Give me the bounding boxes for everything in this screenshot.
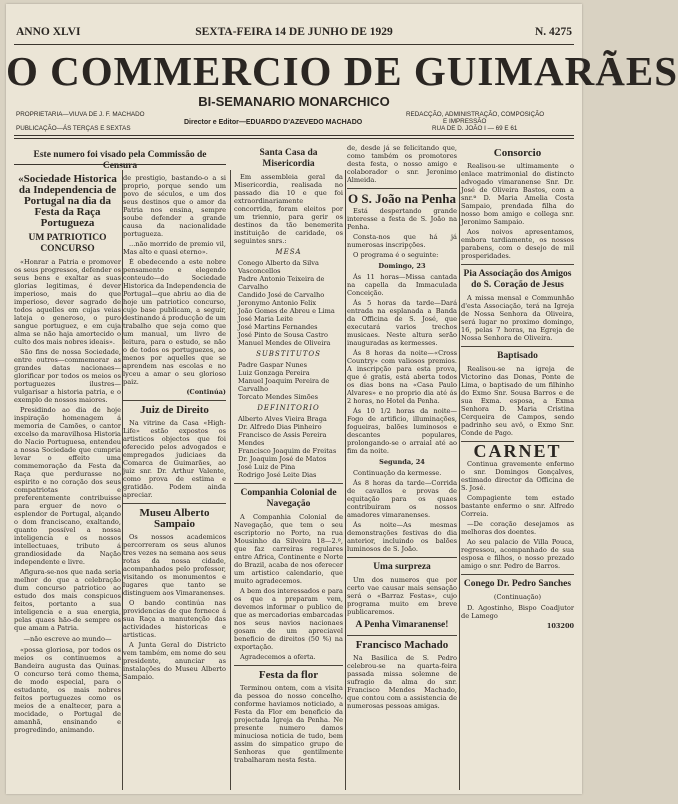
list-item: Luiz Gonzaga Pereira: [238, 369, 310, 377]
paragraph: Um dos numeros que por certo vae causar mais sensação será o «Barraz Festas», cujo programa muito em breve publicaremos.: [347, 576, 457, 616]
paragraph: D. Agostinho, Bispo Coadjutor de Lamego: [461, 604, 574, 620]
section-label: Segunda, 24: [379, 458, 425, 466]
paragraph: É obedecendo a este nobre pensamento e elegendo conteudo—do Sociedade Historica da Independencia de Portugal—que abriu ao dia de hoje um patriotico concurso, cujo base publicam, a seguir, destinando á producção de um trabalho que seja como que um manual, um livro de leitura, para o estudo, se não o de todos os portuguezes, ao menos por aquelles que se aprendem nas escolas e no lyceu a amar o seu glorioso paiz.: [123, 258, 226, 386]
section-label: Domingo, 23: [378, 262, 426, 270]
paragraph: A Junta Geral do Districto vem também, em nome do seu presidente, anunciar as instalações do Museu Alberto Sampaio.: [123, 641, 226, 681]
separator: [234, 665, 343, 666]
article-title: Consorcio: [493, 147, 542, 159]
top-rule: [14, 44, 574, 45]
list-item: José Luiz de Pina: [238, 463, 296, 471]
paragraph: Continua gravemente enfermo o snr. Domingos Gonçalves, estimado director da Officina de S. José.: [461, 460, 574, 492]
section-label: MESA: [275, 248, 302, 256]
article-title: Companhia Colonial de Navegação: [240, 488, 337, 509]
list-item: Jeronymo Antonio Felix: [238, 299, 317, 307]
impressao: E IMPRESSÃO: [443, 118, 487, 125]
paragraph: Afigura-se-nos que nada seria melhor do que a celebração dum concurso patriotico ao estudo dos mais conspicuos feitos, portanto a sua inteligencia e a sua energia, pelas quaes hão-de sempre os que amam a Patria.: [14, 568, 121, 632]
article-title: Santa Casa da Misericordia: [259, 148, 318, 169]
paragraph: de prestigio, bastando-o a si proprio, porque sendo um povo de séculos, e um dos seus destinos que o amor da Patria nos ensina, sempre soube defender a grande causa da nacionalidade portugueza.: [123, 174, 226, 238]
section-label: SUBSTITUTOS: [256, 350, 321, 358]
column-divider: [459, 170, 460, 790]
paragraph: Continuação da kermesse.: [353, 469, 442, 477]
year: ANNO XLVI: [16, 26, 81, 38]
column-2: [123, 174, 226, 790]
issue-number: N. 4275: [534, 26, 572, 38]
article-title: Juiz de Direito: [140, 404, 209, 416]
paragraph: São fins de nossa Sociedade, entre outros—commemorar as grandes datas nacionaes—glorificar por todos os meios os portuguezes ilustres—vulgarisar a historia patria, e o exemplo de nossos maiores.: [14, 348, 121, 404]
list-item: José Martins Fernandes: [238, 323, 318, 331]
article-title: Pia Associação dos Amigos do S. Coração de Jesus: [463, 269, 572, 290]
paragraph: Na vitrine da Casa «High-Life» estão expostos os artisticos objectos que foi oferecido pelos advogados e empregados judiciaes da Comarca de Guimarães, ao juiz snr. Dr. Arthur Valente, como prova de estima e gratidão. Podem ainda apreciar.: [123, 419, 226, 499]
continuation-note: (Continuação): [493, 593, 542, 601]
separator: [347, 188, 457, 189]
separator: [461, 264, 574, 265]
article-title: Baptisado: [497, 351, 538, 361]
separator: [234, 483, 343, 484]
paragraph: Está despertando grande interesse a festa de S. João na Penha.: [347, 207, 457, 231]
list-item: Candido José de Carvalho: [238, 291, 325, 299]
paragraph: Consta-nos que há já numerosas inscripções.: [347, 233, 457, 249]
issue-date: SEXTA-FEIRA 14 DE JUNHO DE 1929: [195, 26, 393, 38]
ornament-line: —não escreve ao mundo—: [23, 635, 112, 643]
continues-note: (Continúa): [186, 388, 226, 396]
list-item: Francisco Joaquim de Freitas: [238, 447, 337, 455]
owner: PROPRIETARIA—VIUVA DE J. F. MACHADO: [16, 111, 145, 118]
list-item: Manuel Joaquim Pereira de Carvalho: [238, 377, 330, 393]
paragraph: Realisou-se ultimamente o enlace matrimonial do distincto advogado vimaranense Snr. Dr. José de Oliveira Bastos, com a snr.ª D. Maria Amelia Costa Sampaio, prendada filha do nosso bom amigo e collega snr. Jeronimo Sampaio.: [461, 162, 574, 226]
paragraph: Compagiente tem estado bastante enfermo o snr. Alfredo Correia.: [461, 494, 574, 518]
list-item: Francisco de Assis Pereira Mendes: [238, 431, 327, 447]
list-item: Alberto Alves Vieira Braga: [238, 415, 327, 423]
top-line: [16, 26, 572, 42]
column-1: [14, 170, 121, 790]
article-title: A Penha Vimaranense!: [355, 620, 449, 630]
list-item: Manuel Mendes de Oliveira: [238, 339, 331, 347]
publication: PUBLICAÇÃO—ÁS TERÇAS E SEXTAS: [16, 125, 131, 132]
list-item: Padre Antonio Teixeira de Carvalho: [238, 275, 325, 291]
paragraph: O programa é o seguinte:: [353, 251, 439, 259]
paragraph: Em assembleia geral da Misericordia, realisada no passado dia 10 e que foi extraordinariamente concorrida, foram eleitos por um triennio, para gerir os destinos da tão benemerita instituição de caridade, os seguintes snrs.:: [234, 173, 343, 245]
column-5: [461, 144, 574, 790]
notice-rule: [14, 164, 226, 165]
director: Director e Editor—EDUARDO D'AZEVEDO MACHADO: [184, 119, 363, 126]
separator: [347, 635, 457, 636]
subtitle: BI-SEMANARIO MONARCHICO: [198, 94, 390, 109]
article-title: O S. João na Penha: [348, 191, 456, 206]
paragraph: Agradecemos a oferta.: [240, 653, 316, 661]
paragraph: Ás 5 horas da tarde—Dará entrada na esplanada a Banda da Officina de S. José, que executará varios trechos musicaes. Neste altura serão inauguradas as kermesses.: [347, 299, 457, 347]
list-item: Dr. Joaquim José de Matos: [238, 455, 327, 463]
list-item: José Maria Leite: [238, 315, 293, 323]
list-item: Dr. Alfredo Dias Pinheiro: [238, 423, 322, 431]
paragraph: Ás 10 1/2 horas da noite—Fogo de artificio, illuminações, fogueiras, balões luminosos e descantes populares, prolongando-se o arraial até ao fim da noite.: [347, 407, 457, 455]
print-code: 103200: [546, 622, 574, 630]
separator: [461, 346, 574, 347]
list-item: João Gomes de Abreu e Lima: [238, 307, 335, 315]
list-item: José Pinto de Sousa Castro: [238, 331, 328, 339]
censorship-notice: Este numero foi visado pela Commissão de Censura: [33, 150, 207, 171]
article-title: Francisco Machado: [355, 639, 449, 651]
paragraph: Realisou-se na igreja de Victorino das Donas, Ponte de Lima, o baptisado de um filhinho do Exmo Snr. Sousa Barros e de sua Exma. esposa, a Exma Senhora D. Maria Cristina Cerqueira de Campos, sendo padrinho seu avô, o Exmo Snr. Conde de Pago.: [461, 365, 574, 437]
newspaper-page: [6, 4, 678, 794]
list-item: Torcato Mendes Simões: [238, 393, 318, 401]
section-label: DEFINITORIO: [257, 404, 320, 412]
paragraph: O bando continúa nas providencias de que fornece á sua Raça a manutenção das actividades historicas e artisticas.: [123, 599, 226, 639]
column-3: [234, 144, 343, 790]
paragraph: Ás 8 horas da tarde—Corrida de cavallos e provas de equitação para os quaes contribuiram os nossos amadores vimaranenses.: [347, 479, 457, 519]
paragraph: A missa mensal e Communhão d'esta Associação, terá na Igreja de Nossa Senhora da Oliveira, será lugar no proximo domingo, 16, pelas 7 horas, na Egreja de Nossa Senhora de Oliveira.: [461, 294, 574, 342]
paragraph: Ao seu palacio de Villa Pouca, regressou, acompanhado de sua esposa e filhos, o nosso prezado amigo o snr. Pedro de Barros.: [461, 538, 574, 570]
article-title: Uma surpreza: [373, 562, 431, 572]
section-title: CARNET: [473, 441, 562, 461]
paragraph: Ás noite—As mesmas demonstrações festivas do dia anterior, incluindo os balões luminosos de S. João.: [347, 521, 457, 553]
paragraph: Terminou ontem, com a visita da pessoa do nosso concelho, conforme haviamos noticiado, a Festa da Flor em beneficio da projectada Igreja da Penha. Ne presente numero damos minuciosa noticia de tudo, bem assim do simpatico grupo de Senhoras que gentilmente trabalharam nesta festa.: [234, 684, 343, 764]
list-item: Padre Gaspar Nunes: [238, 361, 307, 369]
list-item: Rodrigo José Leite Dias: [238, 471, 317, 479]
article-title: Museu Alberto Sampaio: [139, 507, 210, 530]
column-divider: [345, 170, 346, 790]
masthead: O COMMERCIO DE GUIMARÃES: [6, 48, 678, 94]
paragraph: Ás 11 horas—Missa cantada na capella da Immaculada Conceição.: [347, 273, 457, 297]
address: RUA DE D. JOÃO I — 69 E 61: [432, 125, 518, 132]
paragraph: Na Basilica de S. Pedro celebrou-se na quarta-feira passada missa solemne de sufragio da alma do snr. Francisco Mendes Machado, que contou com a assistencia de numerosas pessoas amigas.: [347, 654, 457, 710]
separator: [347, 557, 457, 558]
paragraph: Aos noivos apresentamos, embora tardiamente, os nossos parabens, com o desejo de mil prosperidades.: [461, 228, 574, 260]
list-item: Conego Alberto da Silva Vasconcellos: [238, 259, 319, 275]
header-rule-2: [14, 138, 574, 139]
column-divider: [230, 170, 231, 790]
paragraph: «possa gloriosa, por todos os meios os continuemos a Bandeira augusta das Quinas. O concurso terá como thema, de modo especial, para o estudante, os mais nobres feitos portuguezes como os meios de a enaltecer, para a mocidade, o Portugal de amanhã, ensinando e progredindo, animando.: [14, 646, 121, 734]
paragraph: A bem dos interessados e para os que a preparam vem, devemos informar o publico de que as mercadorias embarcadas nos seus navios nacionaes gosam de um apreciavel beneficio de direitos (50 %) na exportação.: [234, 587, 343, 651]
header-rule: [14, 135, 574, 136]
article-title: «Sociedade Historica da Independencia de Portugal na dia da Festa da Raça Portugueza: [18, 173, 117, 229]
article-title: Conego Dr. Pedro Sanches: [463, 579, 572, 589]
article-title: Festa da flor: [258, 669, 319, 681]
paragraph: de, desde já se felicitando que, como também os promotores desta festa, o nosso amigo e colaborador o snr. Jeronimo Almeida.: [347, 144, 457, 184]
separator: [123, 503, 226, 504]
redaccao: REDACÇÃO, ADMINISTRAÇÃO, COMPOSIÇÃO: [406, 111, 545, 118]
paragraph: Presidindo ao dia de hoje inspiração homenagem á memoria de Camões, o cantor excelso da maravilhosa Historia do Nacio Portuguesa, entendeu a nossa Sociedade que cumpria levar o effeito uma commemoração da Festa da Raça que perdurasse no espirito e no coração dos seus compatriotas e preferentemente contribuisse para erguer de novo o esplendor de Portugal, alçando o dom franciscano, exaltando, quanto possível a nossa inteligencia e os nossos intellectuaes, tributo á grandiosidade da Nação independente e livre.: [14, 406, 121, 566]
separator: [123, 400, 226, 401]
article-subtitle: UM PATRIOTICO CONCURSO: [28, 233, 107, 254]
paragraph: «Honrar a Patria e promover os seus progressos, defender os seus bens e exaltar as suas glorias legitimas, é dever imperioso, mais do que imperioso, dever sagrado de todos aquelles em cujas veias lateja o generoso, o puro sangue portuguez, e em cuja alma se não haja amortecido o culto dos mais nobres ideais».: [14, 258, 121, 346]
paragraph: —De coração desejamos as melhoras dos doentes.: [461, 520, 574, 536]
verse: ...não morrido de premio vil, Mas alto e quasi eterno».: [123, 240, 226, 256]
paragraph: Ás 8 horas da noite—«Cross Country» com valiosos premios. A inscripção para esta prova, que é gratis, está aberta todos os dias bons na «Casa Paulo Alvares» e no proprio dia até ás 2 horas, no Hotel da Penha.: [347, 349, 457, 405]
paragraph: Os nossos academicos percorreram os seus alunos tres vezes na semana aos seus rotas da nossa cidade, acompanhados pelo professor, visitando os monumentos e lugares que tanto se distinguem aos Vimaranenses.: [123, 533, 226, 597]
paragraph: A Companhia Colonial de Navegação, que tem o seu escriptorio no Porto, na rua Mousinho da Silveira 18—2.º, que faz carreiras regulares entre Africa, Continente e Norte do Brazil, acaba de nos oferecer um artistico calendario, que muito agradecemos.: [234, 513, 343, 585]
column-4: [347, 144, 457, 790]
separator: [461, 574, 574, 575]
